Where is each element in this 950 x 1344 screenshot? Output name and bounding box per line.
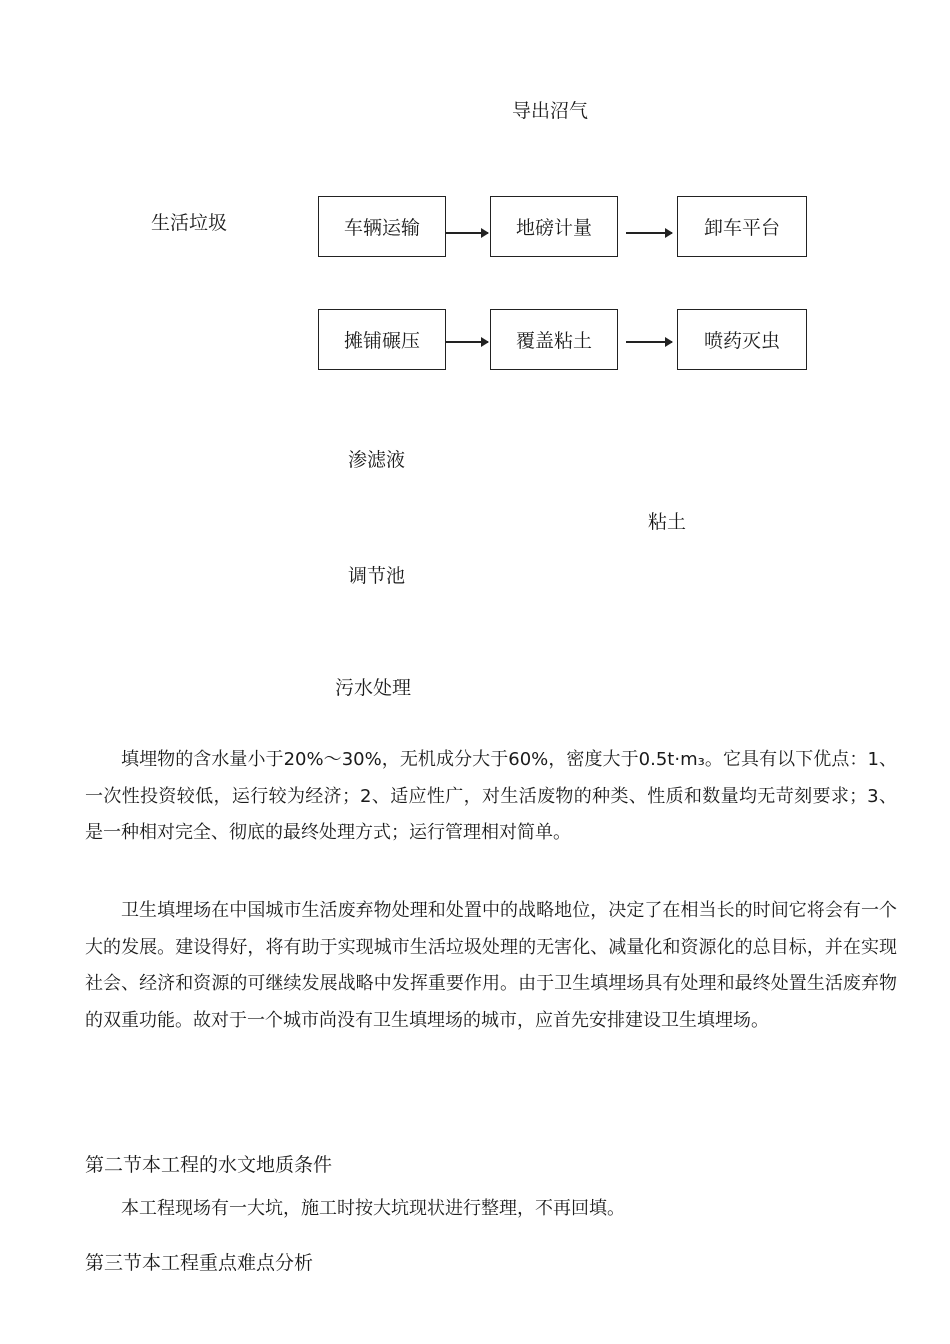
label-biogas: 导出沼气 bbox=[512, 100, 589, 122]
box-label: 摊铺碾压 bbox=[343, 330, 420, 352]
label-leachate: 渗滤液 bbox=[348, 449, 406, 471]
box-weighbridge bbox=[490, 196, 618, 257]
box-label: 地磅计量 bbox=[515, 217, 592, 239]
label-clay: 粘土 bbox=[648, 511, 687, 533]
arrow-right bbox=[446, 341, 488, 343]
box-label: 卸车平台 bbox=[703, 217, 780, 239]
paragraph-landfill-properties: 填埋物的含水量小于20%～30%，无机成分大于60%，密度大于0.5t·m₃。它具有以下优点：1、一次性投资较低，运行较为经济；2、适应性广，对生活废物的种类、性质和数量均无苛刻要求；3、是一种相对完全、彻底的最终处理方式；运行管理相对简单。 bbox=[85, 749, 897, 843]
box-spray-insecticide bbox=[677, 309, 807, 370]
arrow-right bbox=[446, 232, 488, 234]
box-clay-cover bbox=[490, 309, 618, 370]
box-label: 喷药灭虫 bbox=[703, 330, 780, 352]
box-vehicle-transport bbox=[318, 196, 446, 257]
section2-text: 本工程现场有一大坑，施工时按大坑现状进行整理，不再回填。 bbox=[121, 1198, 625, 1219]
label-regulating-pool: 调节池 bbox=[348, 565, 406, 587]
box-spread-compact bbox=[318, 309, 446, 370]
label-sewage-treatment: 污水处理 bbox=[335, 677, 412, 699]
label-domestic-waste: 生活垃圾 bbox=[151, 212, 228, 234]
section3-title: 第三节本工程重点难点分析 bbox=[85, 1252, 314, 1274]
box-unloading-platform bbox=[677, 196, 807, 257]
box-label: 车辆运输 bbox=[343, 217, 420, 239]
arrow-right bbox=[626, 232, 672, 234]
box-label: 覆盖粘土 bbox=[515, 330, 592, 352]
section2-title: 第二节本工程的水文地质条件 bbox=[85, 1154, 333, 1176]
paragraph-landfill-strategy: 卫生填埋场在中国城市生活废弃物处理和处置中的战略地位，决定了在相当长的时间它将会有一个大的发展。建设得好，将有助于实现城市生活垃圾处理的无害化、减量化和资源化的总目标，并在实现社会、经济和资源的可继续发展战略中发挥重要作用。由于卫生填埋场具有处理和最终处置生活废弃物的双重功能。故对于一个城市尚没有卫生填埋场的城市，应首先安排建设卫生填埋场。 bbox=[85, 900, 897, 1031]
arrow-right bbox=[626, 341, 672, 343]
